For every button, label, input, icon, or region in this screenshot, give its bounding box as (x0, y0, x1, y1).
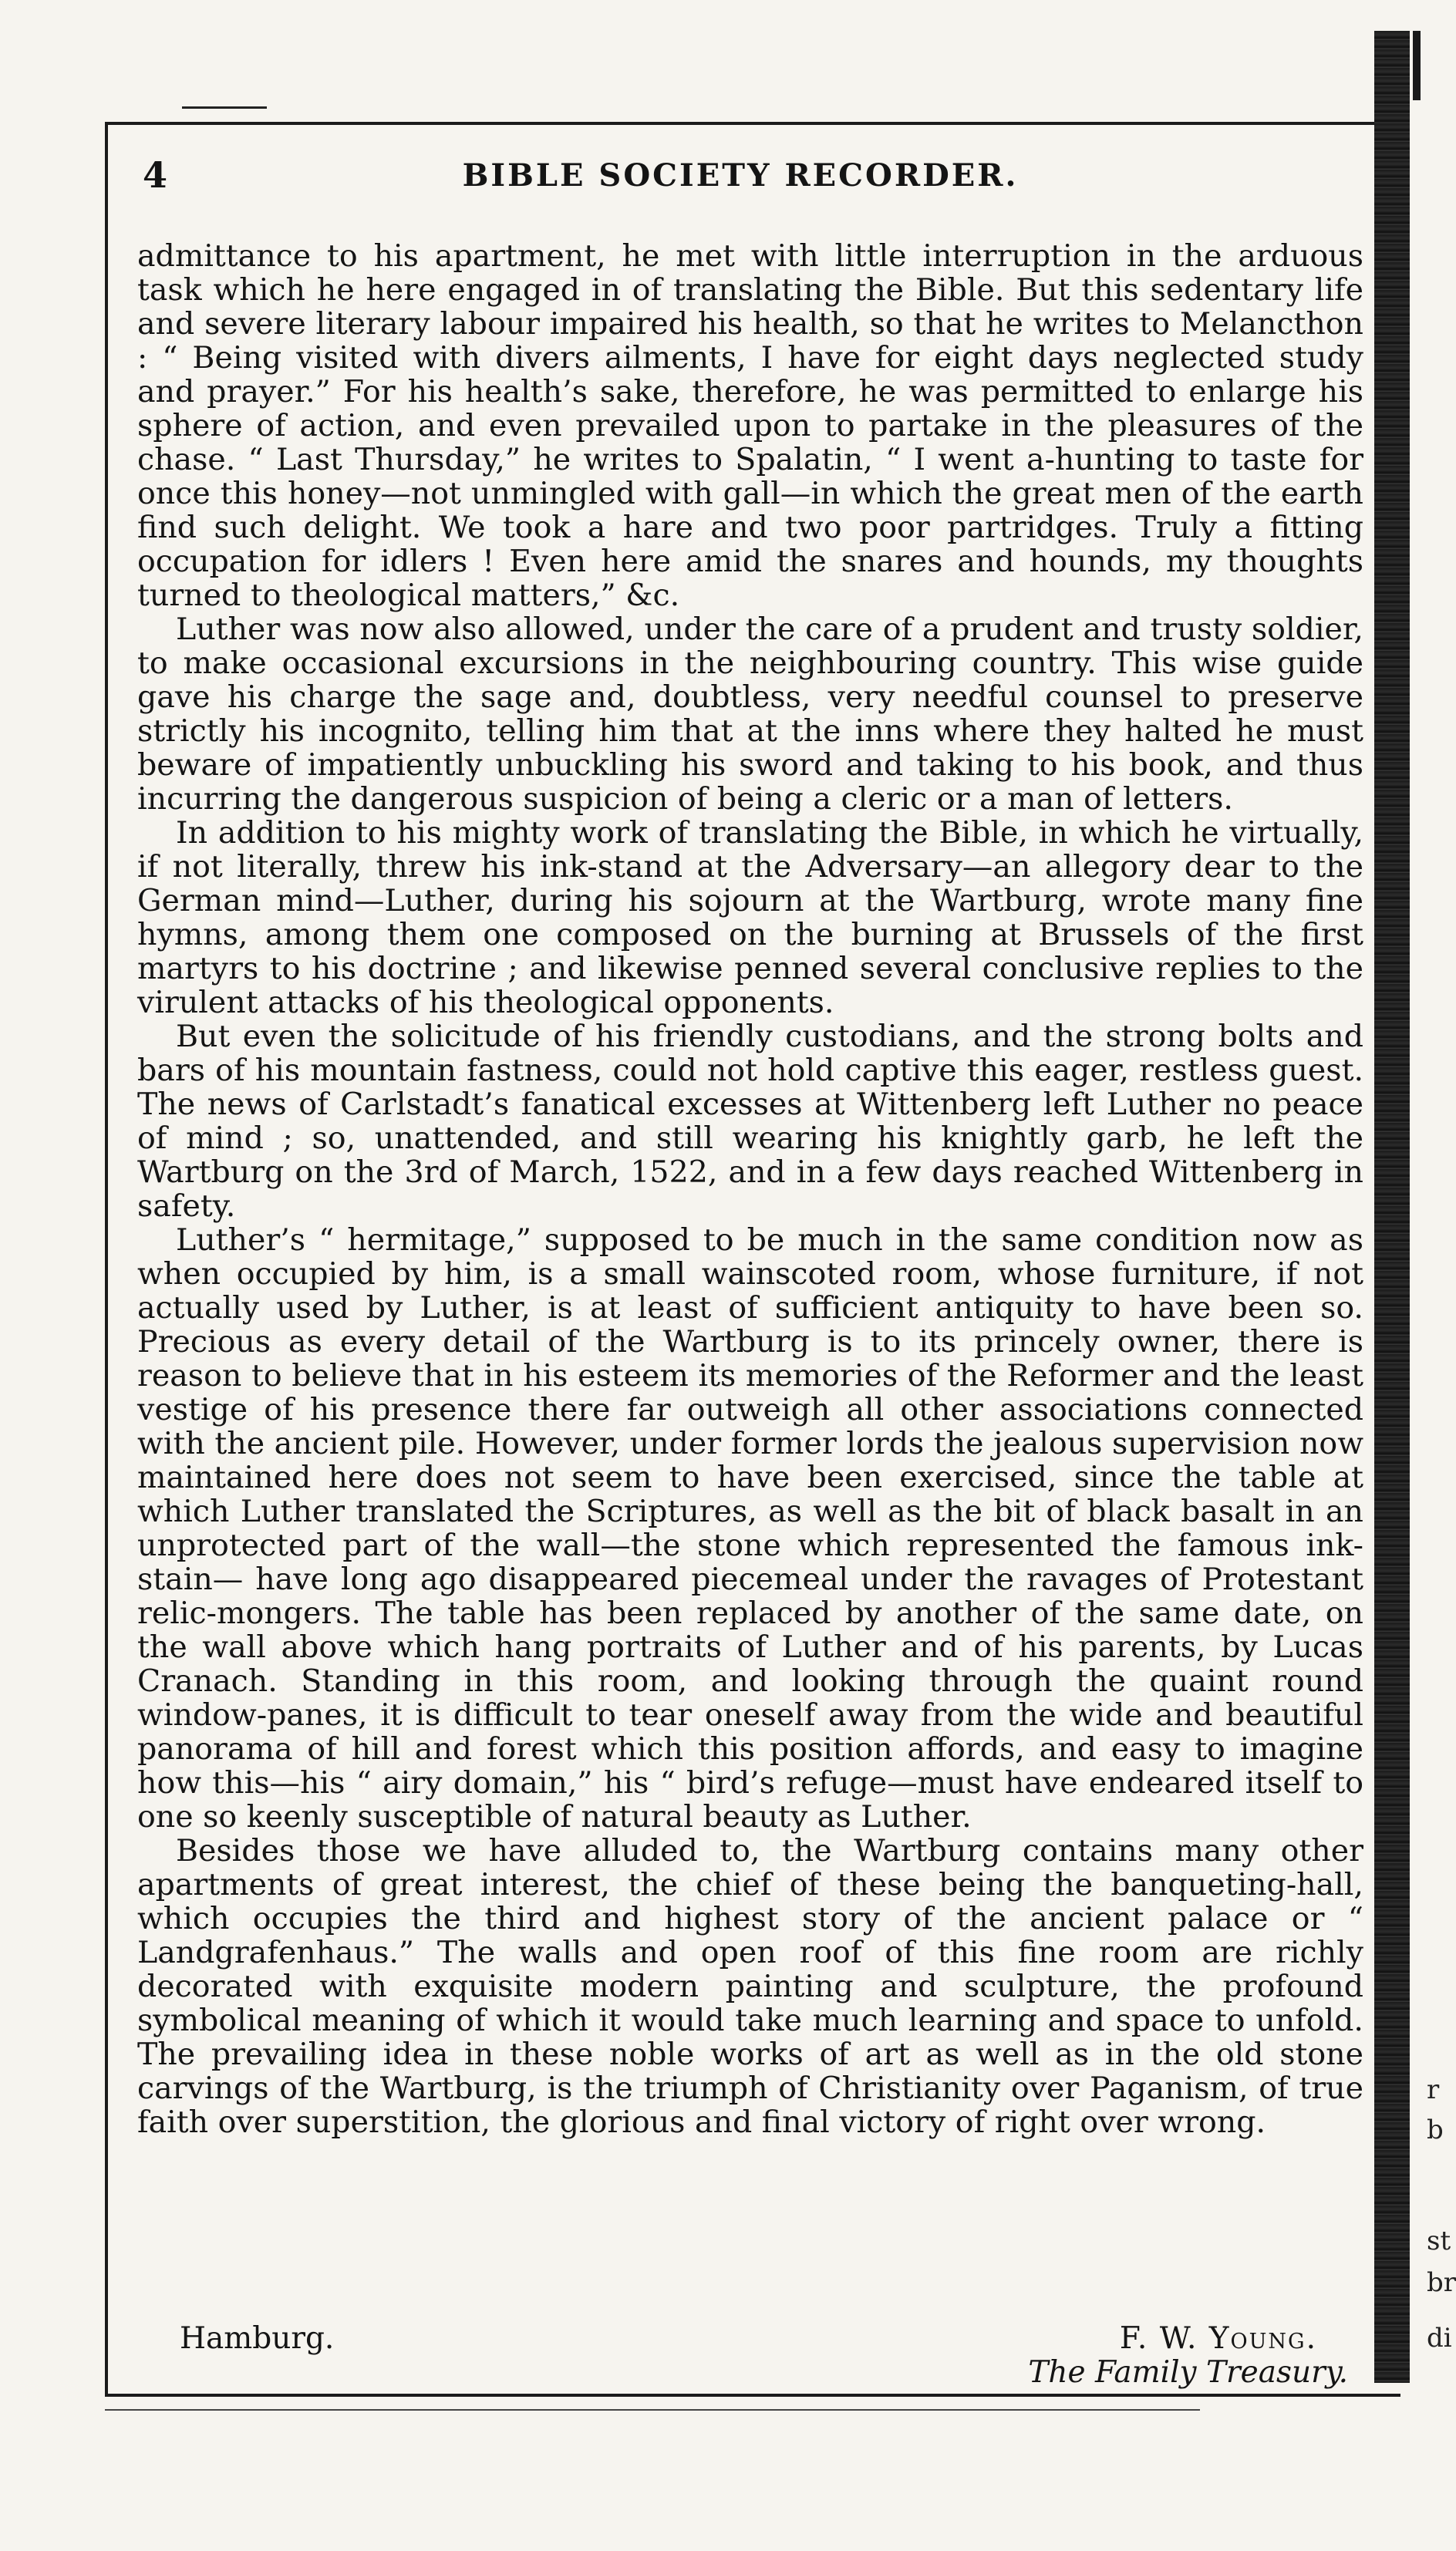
article-signature (137, 2321, 1363, 2391)
next-column-fragment: br (1427, 2267, 1456, 2298)
bottom-rule (105, 2394, 1400, 2397)
paragraph: Besides those we have alluded to, the Wartburg contains many other apartments of great interest, the chief of these being the banqueting-hall, which occupies the third and highest story of the ancient palace or “ Landgrafenhaus.” The walls and open roof of this fine room are richly decorated with exquisite modern painting and sculpture, the profound symbolical meaning of which it would take much learning and space to unfold. The prevailing idea in these noble works of art as well as in the old stone carvings of the Wartburg, is the triumph of Christianity over Paganism, of true faith over superstition, the glorious and final victory of right over wrong. (137, 1833, 1363, 2140)
signature-place: Hamburg. (180, 2321, 335, 2356)
bottom-rule-thin (105, 2409, 1200, 2411)
page-binding-edge (1374, 31, 1410, 2383)
signature-source: The Family Treasury. (1028, 2355, 1348, 2390)
journal-title: BIBLE SOCIETY RECORDER. (462, 157, 1019, 194)
page-header (116, 154, 1365, 201)
binding-tab (1413, 31, 1421, 100)
signature-author: F. W. Young. (1119, 2321, 1317, 2356)
page-number: 4 (143, 154, 168, 196)
paragraph: admittance to his apartment, he met with little interruption in the arduous task which he here engaged in of translating the Bible. But this sedentary life and severe literary labour impaired his health, so that he writes to Melancthon : “ Being visited with divers ailments, I have for eight days neglected study and prayer.” For his health’s sake, therefore, he was permitted to enlarge his sphere of action, and even prevailed upon to partake in the pleasures of the chase. “ Last Thursday,” he writes to Spalatin, “ I went a-hunting to taste for once this honey—not unmingled with gall—in which the great men of the earth find such delight. We took a hare and two poor partridges. Truly a fitting occupation for idlers ! Even here amid the snares and hounds, my thoughts turned to theological matters,” &c. (137, 238, 1363, 613)
left-rule (105, 122, 108, 2397)
next-column-fragment: r (1427, 2074, 1440, 2105)
top-rule (105, 122, 1377, 125)
paragraph: Luther’s “ hermitage,” supposed to be much in the same condition now as when occupied by him, is a small wainscoted room, whose furniture, if not actually used by Luther, is at least of sufficient antiquity to have been so. Precious as every detail of the Wartburg is to its princely owner, there is reason to believe that in his esteem its memories of the Reformer and the least vestige of his presence there far outweigh all other associations connected with the ancient pile. However, under former lords the jealous supervision now maintained here does not seem to have been exercised, since the table at which Luther translated the Scriptures, as well as the bit of black basalt in an unprotected part of the wall—the stone which represented the famous ink-stain— have long ago disappeared piecemeal under the ravages of Protestant relic-mongers. The table has been replaced by another of the same date, on the wall above which hang portraits of Luther and of his parents, by Lucas Cranach. Standing in this room, and looking through the quaint round window-panes, it is difficult to tear oneself away from the wide and beautiful panorama of hill and forest which this position affords, and easy to imagine how this—his “ airy domain,” his “ bird’s refuge—must have endeared itself to one so keenly susceptible of natural beauty as Luther. (137, 1222, 1363, 1835)
next-column-fragment: b (1427, 2115, 1444, 2145)
top-mark (182, 106, 267, 109)
next-column-fragment: di (1427, 2323, 1452, 2354)
article-body (137, 239, 1363, 2139)
paragraph: Luther was now also allowed, under the care of a prudent and trusty soldier, to make occasional excursions in the neighbouring country. This wise guide gave his charge the sage and, doubtless, very needful counsel to preserve strictly his incognito, telling him that at the inns where they halted he must beware of impatiently unbuckling his sword and taking to his book, and thus incurring the dangerous suspicion of being a cleric or a man of letters. (137, 612, 1363, 817)
next-column-fragment: st (1427, 2226, 1451, 2256)
paragraph: But even the solicitude of his friendly custodians, and the strong bolts and bars of his mountain fastness, could not hold captive this eager, restless guest. The news of Carlstadt’s fanatical excesses at Wittenberg left Luther no peace of mind ; so, unattended, and still wearing his knightly garb, he left the Wartburg on the 3rd of March, 1522, and in a few days reached Wittenberg in safety. (137, 1019, 1363, 1224)
paragraph: In addition to his mighty work of translating the Bible, in which he virtually, if not literally, threw his ink-stand at the Adversary—an allegory dear to the German mind—Luther, during his sojourn at the Wartburg, wrote many fine hymns, among them one composed on the burning at Brussels of the first martyrs to his doctrine ; and likewise penned several conclusive replies to the virulent attacks of his theological opponents. (137, 815, 1363, 1020)
